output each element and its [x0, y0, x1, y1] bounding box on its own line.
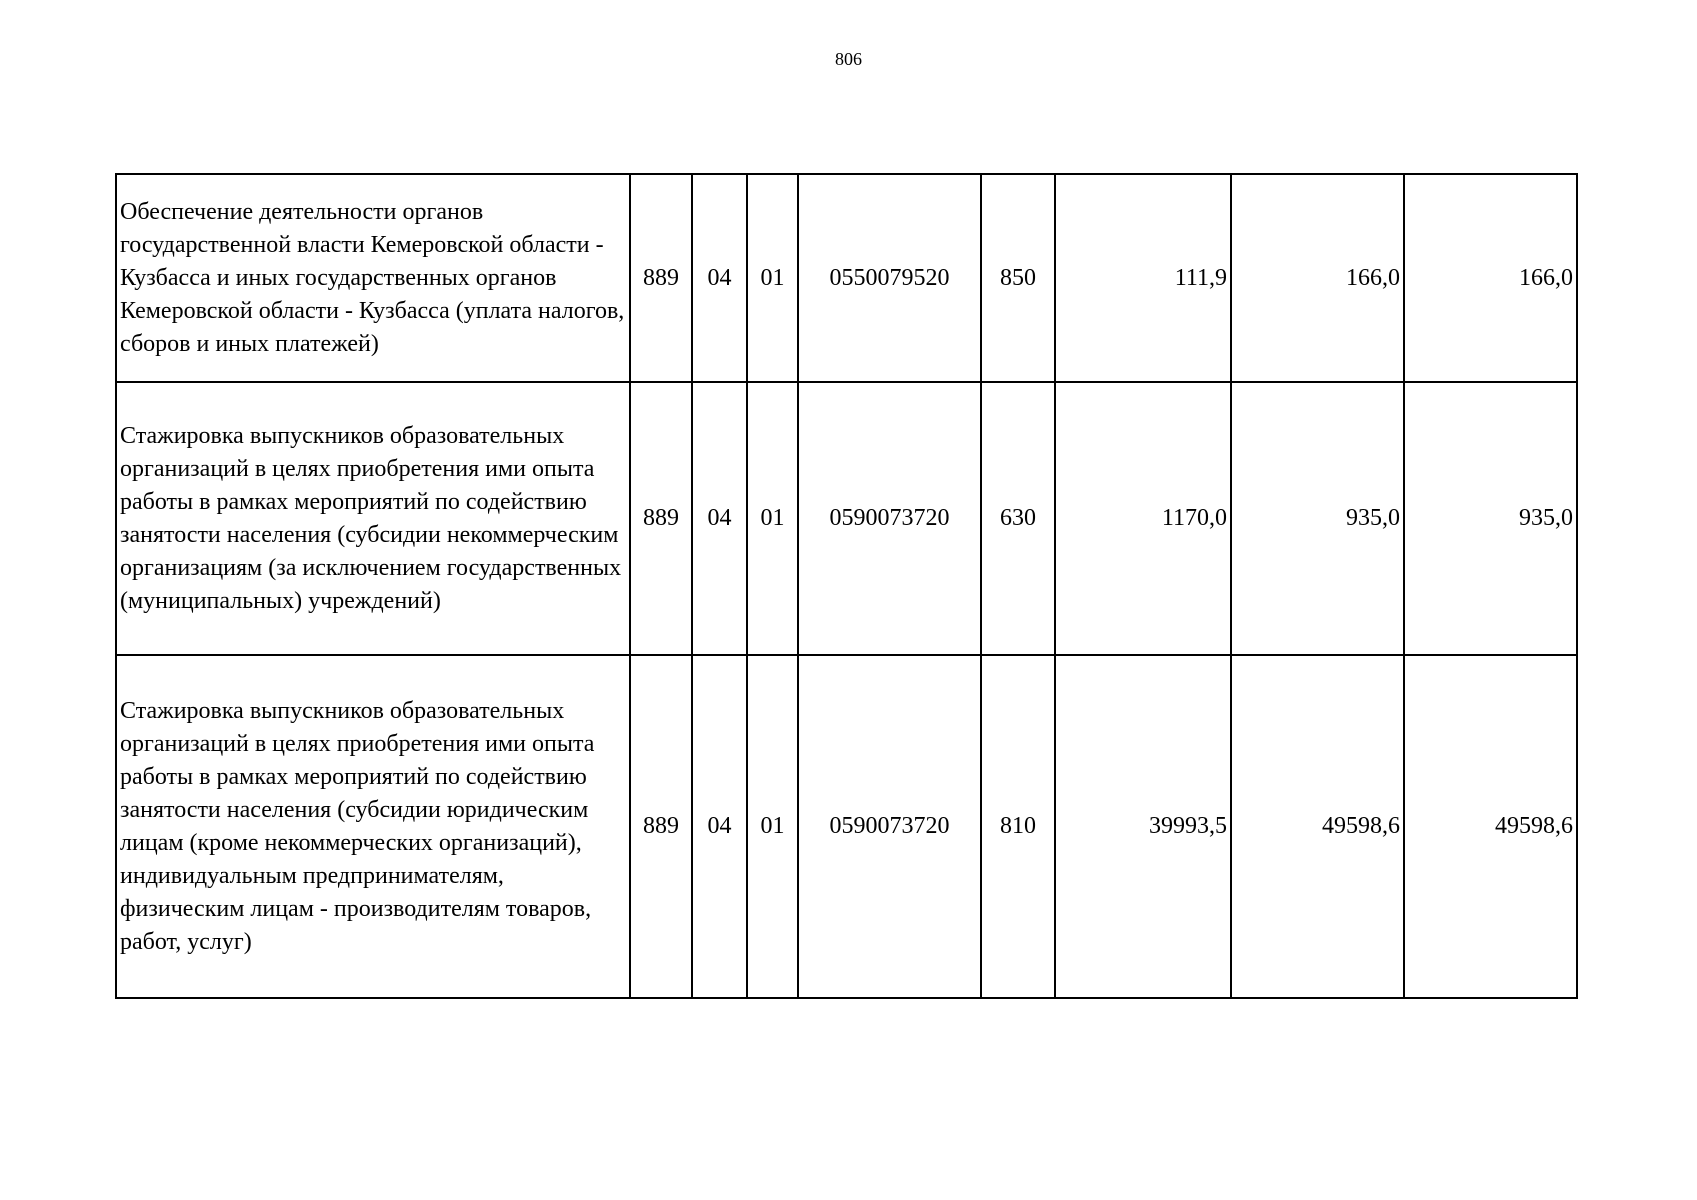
table-row — [116, 174, 1577, 382]
ministry-code: 889 — [630, 655, 692, 998]
target-article-code: 0550079520 — [798, 174, 981, 382]
page-number: 806 — [835, 49, 862, 69]
section-code: 04 — [692, 655, 747, 998]
subsection-code: 01 — [747, 174, 798, 382]
amount-year-1: 1170,0 — [1055, 382, 1231, 655]
amount-year-2: 166,0 — [1231, 174, 1404, 382]
row-description: Стажировка выпускников образовательных организаций в целях приобретения ими опыта работы в рамках мероприятий по содействию занятости населения (субсидии юридическим лицам (кроме некоммерческих организаций), индивидуальным предпринимателям, физическим лицам - производителям товаров, работ, услуг) — [116, 655, 630, 998]
expense-type-code: 630 — [981, 382, 1055, 655]
expense-type-code: 810 — [981, 655, 1055, 998]
table-row — [116, 655, 1577, 998]
subsection-code: 01 — [747, 382, 798, 655]
expense-type-code: 850 — [981, 174, 1055, 382]
target-article-code: 0590073720 — [798, 655, 981, 998]
ministry-code: 889 — [630, 382, 692, 655]
row-description: Стажировка выпускников образовательных организаций в целях приобретения ими опыта работы в рамках мероприятий по содействию занятости населения (субсидии некоммерческим организациям (за исключением государственных (муниципальных) учреждений) — [116, 382, 630, 655]
amount-year-1: 111,9 — [1055, 174, 1231, 382]
amount-year-2: 935,0 — [1231, 382, 1404, 655]
amount-year-1: 39993,5 — [1055, 655, 1231, 998]
amount-year-3: 166,0 — [1404, 174, 1577, 382]
subsection-code: 01 — [747, 655, 798, 998]
amount-year-2: 49598,6 — [1231, 655, 1404, 998]
budget-table — [115, 173, 1578, 999]
section-code: 04 — [692, 382, 747, 655]
ministry-code: 889 — [630, 174, 692, 382]
amount-year-3: 935,0 — [1404, 382, 1577, 655]
target-article-code: 0590073720 — [798, 382, 981, 655]
table-row — [116, 382, 1577, 655]
row-description: Обеспечение деятельности органов государственной власти Кемеровской области - Кузбасса и иных государственных органов Кемеровской области - Кузбасса (уплата налогов, сборов и иных платежей) — [116, 174, 630, 382]
amount-year-3: 49598,6 — [1404, 655, 1577, 998]
section-code: 04 — [692, 174, 747, 382]
